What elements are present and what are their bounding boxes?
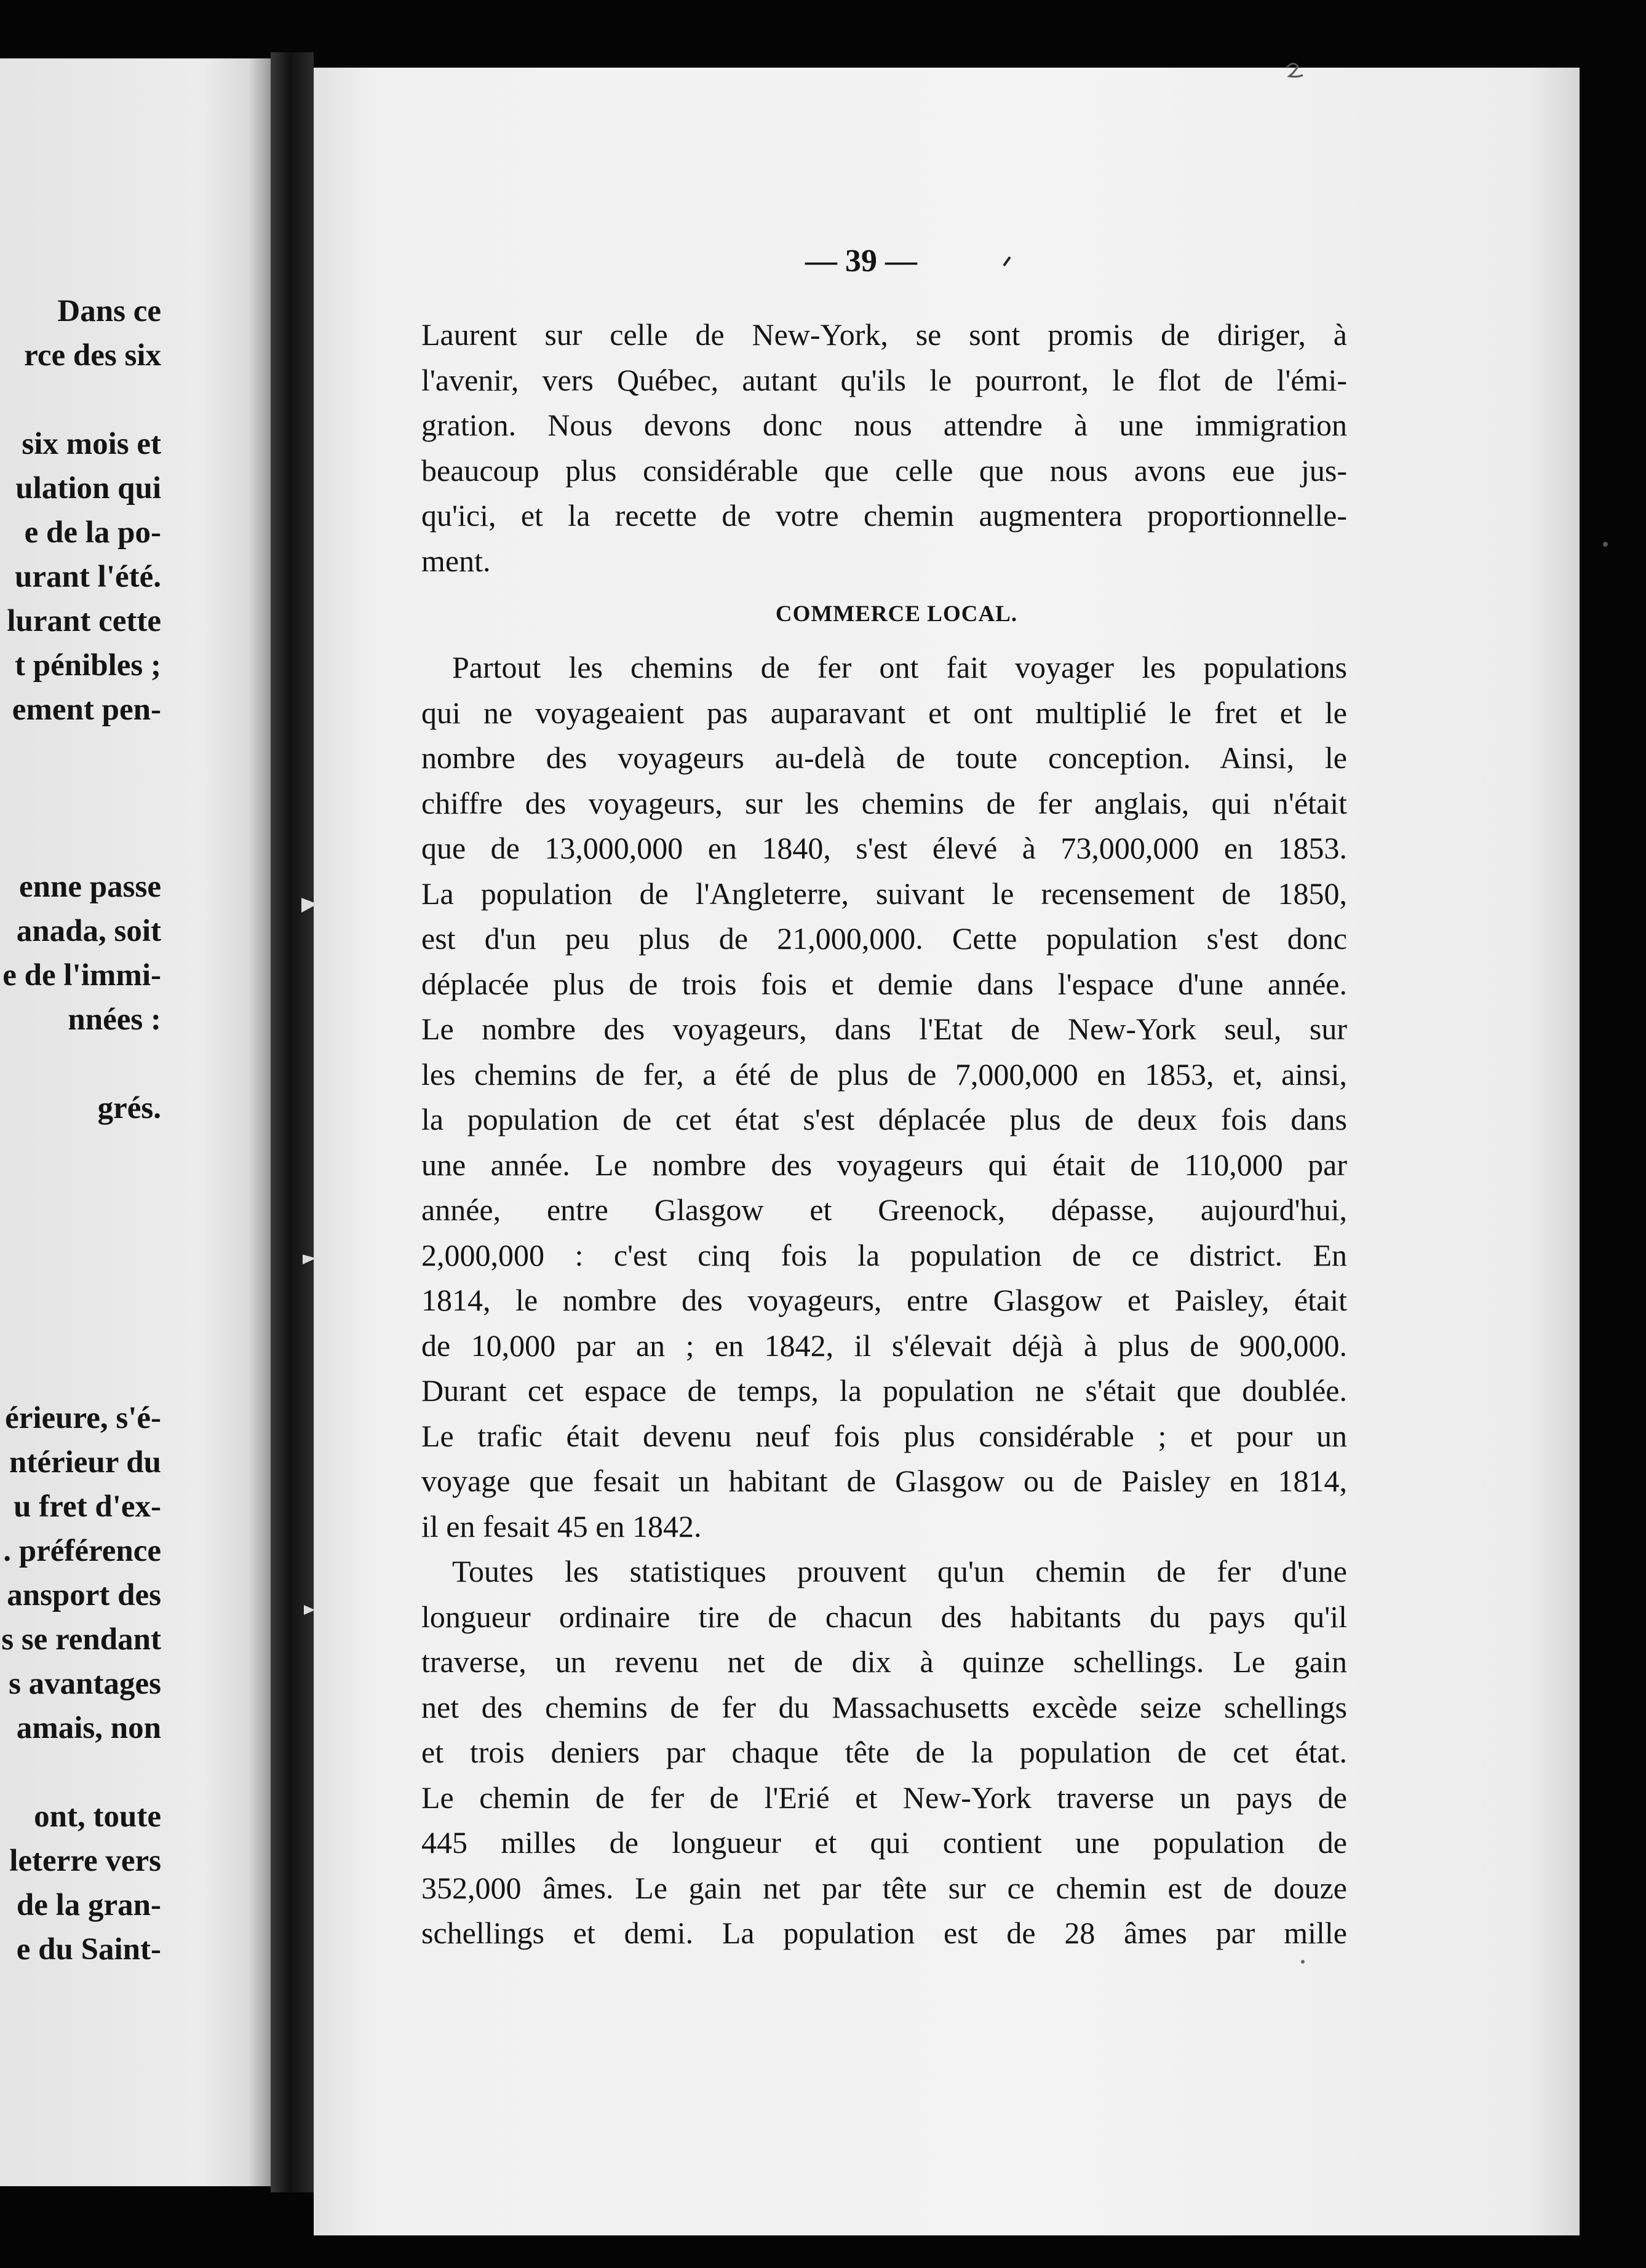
left-page-line bbox=[0, 1042, 161, 1086]
left-page-line: . préférence bbox=[3, 1534, 161, 1568]
left-page-line: lurant cette bbox=[7, 604, 161, 638]
left-page-line bbox=[0, 1750, 161, 1794]
text-line: que de 13,000,000 en 1840, s'est élevé à 73,000,000 en 1853. bbox=[421, 831, 1347, 865]
paragraph-2 bbox=[421, 645, 1347, 1549]
text-line: beaucoup plus considérable que celle que nous avons eue jus- bbox=[421, 453, 1347, 488]
left-page-line: grés. bbox=[97, 1091, 161, 1125]
left-page-line: amais, non bbox=[16, 1711, 161, 1745]
left-page-line bbox=[0, 1352, 161, 1396]
left-page-line: e de l'immi- bbox=[2, 958, 161, 993]
text-line: une année. Le nombre des voyageurs qui était de 110,000 par bbox=[421, 1147, 1347, 1182]
left-page-line: t pénibles ; bbox=[14, 648, 161, 683]
text-line: 352,000 âmes. Le gain net par tête sur ce chemin est de douze bbox=[421, 1870, 1347, 1905]
text-line: déplacée plus de trois fois et demie dans l'espace d'une année. bbox=[421, 966, 1347, 1001]
left-page-line: e de la po- bbox=[24, 515, 161, 550]
text-line: est d'un peu plus de 21,000,000. Cette population s'est donc bbox=[421, 921, 1347, 956]
left-page-line: de la gran- bbox=[16, 1888, 161, 1922]
left-page-line: u fret d'ex- bbox=[14, 1489, 161, 1524]
left-page-line: ont, toute bbox=[34, 1799, 161, 1834]
text-line: de 10,000 par an ; en 1842, il s'élevait déjà à plus de 900,000. bbox=[421, 1328, 1347, 1363]
text-line: schellings et demi. La population est de 28 âmes par mille bbox=[421, 1916, 1347, 1950]
paragraph-3 bbox=[421, 1549, 1347, 1956]
left-page-line: s avantages bbox=[9, 1667, 161, 1701]
text-line: 2,000,000 : c'est cinq fois la population de ce district. En bbox=[421, 1237, 1347, 1272]
text-line: Le chemin de fer de l'Erié et New-York traverse un pays de bbox=[421, 1780, 1347, 1815]
left-page-line: nnées : bbox=[68, 1002, 161, 1037]
left-page-line bbox=[0, 820, 161, 865]
left-page-line: urant l'été. bbox=[15, 560, 161, 594]
left-page-line: érieure, s'é- bbox=[5, 1401, 161, 1435]
left-page-text bbox=[0, 289, 161, 1972]
text-line: 1814, le nombre des voyageurs, entre Glasgow et Paisley, était bbox=[421, 1283, 1347, 1317]
text-line: qui ne voyageaient pas auparavant et ont multiplié le fret et le bbox=[421, 695, 1347, 730]
text-line: les chemins de fer, a été de plus de 7,000,000 en 1853, et, ainsi, bbox=[421, 1057, 1347, 1092]
left-page-line bbox=[0, 1307, 161, 1352]
left-page-line: rce des six bbox=[24, 338, 161, 373]
text-line: chiffre des voyageurs, sur les chemins de fer anglais, qui n'était bbox=[421, 785, 1347, 820]
text-line: Partout les chemins de fer ont fait voyager les populations bbox=[452, 650, 1347, 684]
left-page-line: leterre vers bbox=[9, 1844, 161, 1878]
left-page-line bbox=[0, 1263, 161, 1307]
left-page-line: e du Saint- bbox=[16, 1932, 161, 1967]
left-page-line bbox=[0, 732, 161, 776]
page-number: — 39 — bbox=[805, 244, 917, 279]
text-line: il en fesait 45 en 1842. bbox=[421, 1509, 702, 1544]
text-line: nombre des voyageurs au-delà de toute conception. Ainsi, le bbox=[421, 740, 1347, 775]
text-line: ment. bbox=[421, 543, 491, 578]
left-page-line: anada, soit bbox=[16, 914, 161, 948]
text-line: voyage que fesait un habitant de Glasgow ou de Paisley en 1814, bbox=[421, 1464, 1347, 1498]
left-page-line bbox=[0, 378, 161, 422]
text-line: gration. Nous devons donc nous attendre à une immigration bbox=[421, 408, 1347, 442]
left-page-line: Dans ce bbox=[57, 294, 161, 328]
text-line: qu'ici, et la recette de votre chemin augmentera proportionnelle- bbox=[421, 498, 1347, 533]
pencil-mark bbox=[1287, 63, 1303, 76]
paragraph-1 bbox=[421, 312, 1347, 584]
section-title: COMMERCE LOCAL. bbox=[775, 601, 1018, 627]
left-page-line bbox=[0, 776, 161, 820]
gutter-notch bbox=[301, 898, 317, 913]
tick-mark bbox=[1004, 257, 1010, 266]
text-line: Le trafic était devenu neuf fois plus considérable ; et pour un bbox=[421, 1418, 1347, 1453]
text-line: La population de l'Angleterre, suivant le recensement de 1850, bbox=[421, 876, 1347, 911]
dust-speck bbox=[1301, 1960, 1305, 1964]
text-line: et trois deniers par chaque tête de la population de cet état. bbox=[421, 1735, 1347, 1769]
text-line: net des chemins de fer du Massachusetts excède seize schellings bbox=[421, 1689, 1347, 1724]
text-line: année, entre Glasgow et Greenock, dépasse, aujourd'hui, bbox=[421, 1192, 1347, 1227]
left-page-line: ulation qui bbox=[15, 471, 161, 506]
text-line: Durant cet espace de temps, la population ne s'était que doublée. bbox=[421, 1373, 1347, 1408]
text-line: longueur ordinaire tire de chacun des habitants du pays qu'il bbox=[421, 1599, 1347, 1634]
left-page-line bbox=[0, 1130, 161, 1175]
text-line: traverse, un revenu net de dix à quinze schellings. Le gain bbox=[421, 1644, 1347, 1679]
text-line: Le nombre des voyageurs, dans l'Etat de New-York seul, sur bbox=[421, 1012, 1347, 1046]
gutter-notch bbox=[303, 1255, 316, 1264]
left-page-line: six mois et bbox=[22, 427, 161, 461]
page-body bbox=[421, 312, 1347, 1956]
left-page-line bbox=[0, 1175, 161, 1219]
left-page-line: ntérieur du bbox=[9, 1445, 161, 1480]
left-page-line bbox=[0, 1219, 161, 1263]
text-line: Laurent sur celle de New-York, se sont promis de diriger, à bbox=[421, 317, 1347, 352]
left-page-line: ansport des bbox=[7, 1578, 161, 1612]
left-page-line: enne passe bbox=[19, 870, 161, 904]
text-line: l'avenir, vers Québec, autant qu'ils le pourront, le flot de l'émi- bbox=[421, 362, 1347, 397]
text-line: Toutes les statistiques prouvent qu'un chemin de fer d'une bbox=[452, 1554, 1347, 1588]
text-line: 445 milles de longueur et qui contient une population de bbox=[421, 1825, 1347, 1860]
dust-speck bbox=[1603, 542, 1608, 547]
left-page-line: ement pen- bbox=[12, 692, 161, 727]
left-page-line: s se rendant bbox=[1, 1622, 161, 1657]
gutter-notch bbox=[304, 1605, 315, 1615]
text-line: la population de cet état s'est déplacée plus de deux fois dans bbox=[421, 1102, 1347, 1136]
